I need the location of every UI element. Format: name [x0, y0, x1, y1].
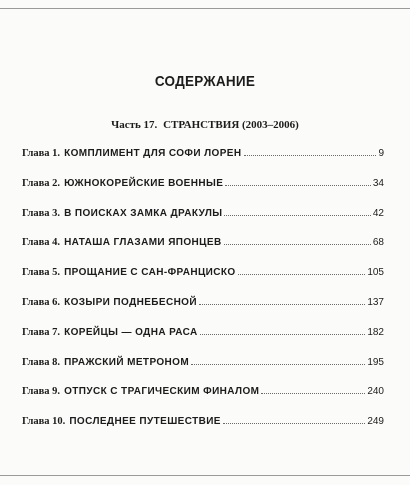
toc-entry[interactable] — [22, 356, 384, 386]
chapter-label: Глава 5. — [22, 267, 61, 279]
page-number: 249 — [367, 416, 384, 428]
page-number: 182 — [367, 326, 384, 338]
page-number: 9 — [378, 148, 384, 159]
dot-leader — [238, 266, 366, 275]
chapter-label: Глава 9. — [22, 386, 61, 398]
chapter-title: ЮЖНОКОРЕЙСКИЕ ВОЕННЫЕ — [64, 177, 224, 189]
toc-entry[interactable] — [22, 326, 384, 356]
part-label: Часть 17. — [111, 119, 158, 131]
toc-entry[interactable] — [22, 236, 384, 266]
toc-entry[interactable] — [22, 296, 384, 326]
chapter-label: Глава 7. — [22, 326, 61, 338]
page-number: 105 — [367, 267, 384, 279]
page-number: 68 — [372, 237, 384, 249]
page-number: 42 — [372, 207, 384, 219]
chapter-label: Глава 2. — [22, 177, 61, 189]
chapter-label: Глава 1. — [22, 148, 61, 159]
dot-leader — [224, 207, 370, 216]
dot-leader — [224, 236, 371, 245]
toc-entry[interactable] — [22, 207, 384, 237]
part-heading — [0, 119, 410, 132]
chapter-title: ПРАЖСКИЙ МЕТРОНОМ — [64, 356, 190, 368]
dot-leader — [200, 326, 366, 335]
dot-leader — [223, 415, 365, 424]
chapter-label: Глава 6. — [22, 296, 61, 308]
chapter-title: В ПОИСКАХ ЗАМКА ДРАКУЛЫ — [64, 207, 223, 219]
chapter-label: Глава 8. — [22, 356, 61, 368]
chapter-title: НАТАША ГЛАЗАМИ ЯПОНЦЕВ — [64, 237, 222, 249]
chapter-label: Глава 10. — [22, 416, 66, 428]
toc-entry[interactable] — [22, 385, 384, 415]
toc-entry[interactable] — [22, 177, 384, 207]
dot-leader — [225, 177, 371, 186]
toc-entries — [22, 147, 384, 445]
page-number: 195 — [367, 356, 384, 368]
chapter-label: Глава 3. — [22, 207, 61, 219]
toc-entry[interactable] — [22, 147, 384, 177]
dot-leader — [244, 147, 377, 156]
toc-entry[interactable] — [22, 415, 384, 445]
chapter-title: ПОСЛЕДНЕЕ ПУТЕШЕСТВИЕ — [69, 416, 221, 428]
page-number: 34 — [372, 177, 384, 189]
chapter-title: КОМПЛИМЕНТ ДЛЯ СОФИ ЛОРЕН — [64, 148, 242, 159]
dot-leader — [191, 356, 365, 365]
page-number: 137 — [367, 296, 384, 308]
toc-entry[interactable] — [22, 266, 384, 296]
dot-leader — [261, 385, 365, 394]
chapter-title: ОТПУСК С ТРАГИЧЕСКИМ ФИНАЛОМ — [64, 386, 260, 398]
chapter-title: ПРОЩАНИЕ С САН-ФРАНЦИСКО — [64, 267, 236, 279]
toc-heading: СОДЕРЖАНИЕ — [154, 73, 256, 90]
page-number: 240 — [367, 386, 384, 398]
chapter-title: КОЗЫРИ ПОДНЕБЕСНОЙ — [64, 296, 197, 308]
part-title: СТРАНСТВИЯ (2003–2006) — [163, 119, 299, 131]
top-border-line — [0, 8, 410, 9]
chapter-label: Глава 4. — [22, 237, 61, 249]
bottom-border-line — [0, 475, 410, 476]
chapter-title: КОРЕЙЦЫ — ОДНА РАСА — [64, 326, 198, 338]
dot-leader — [199, 296, 365, 305]
